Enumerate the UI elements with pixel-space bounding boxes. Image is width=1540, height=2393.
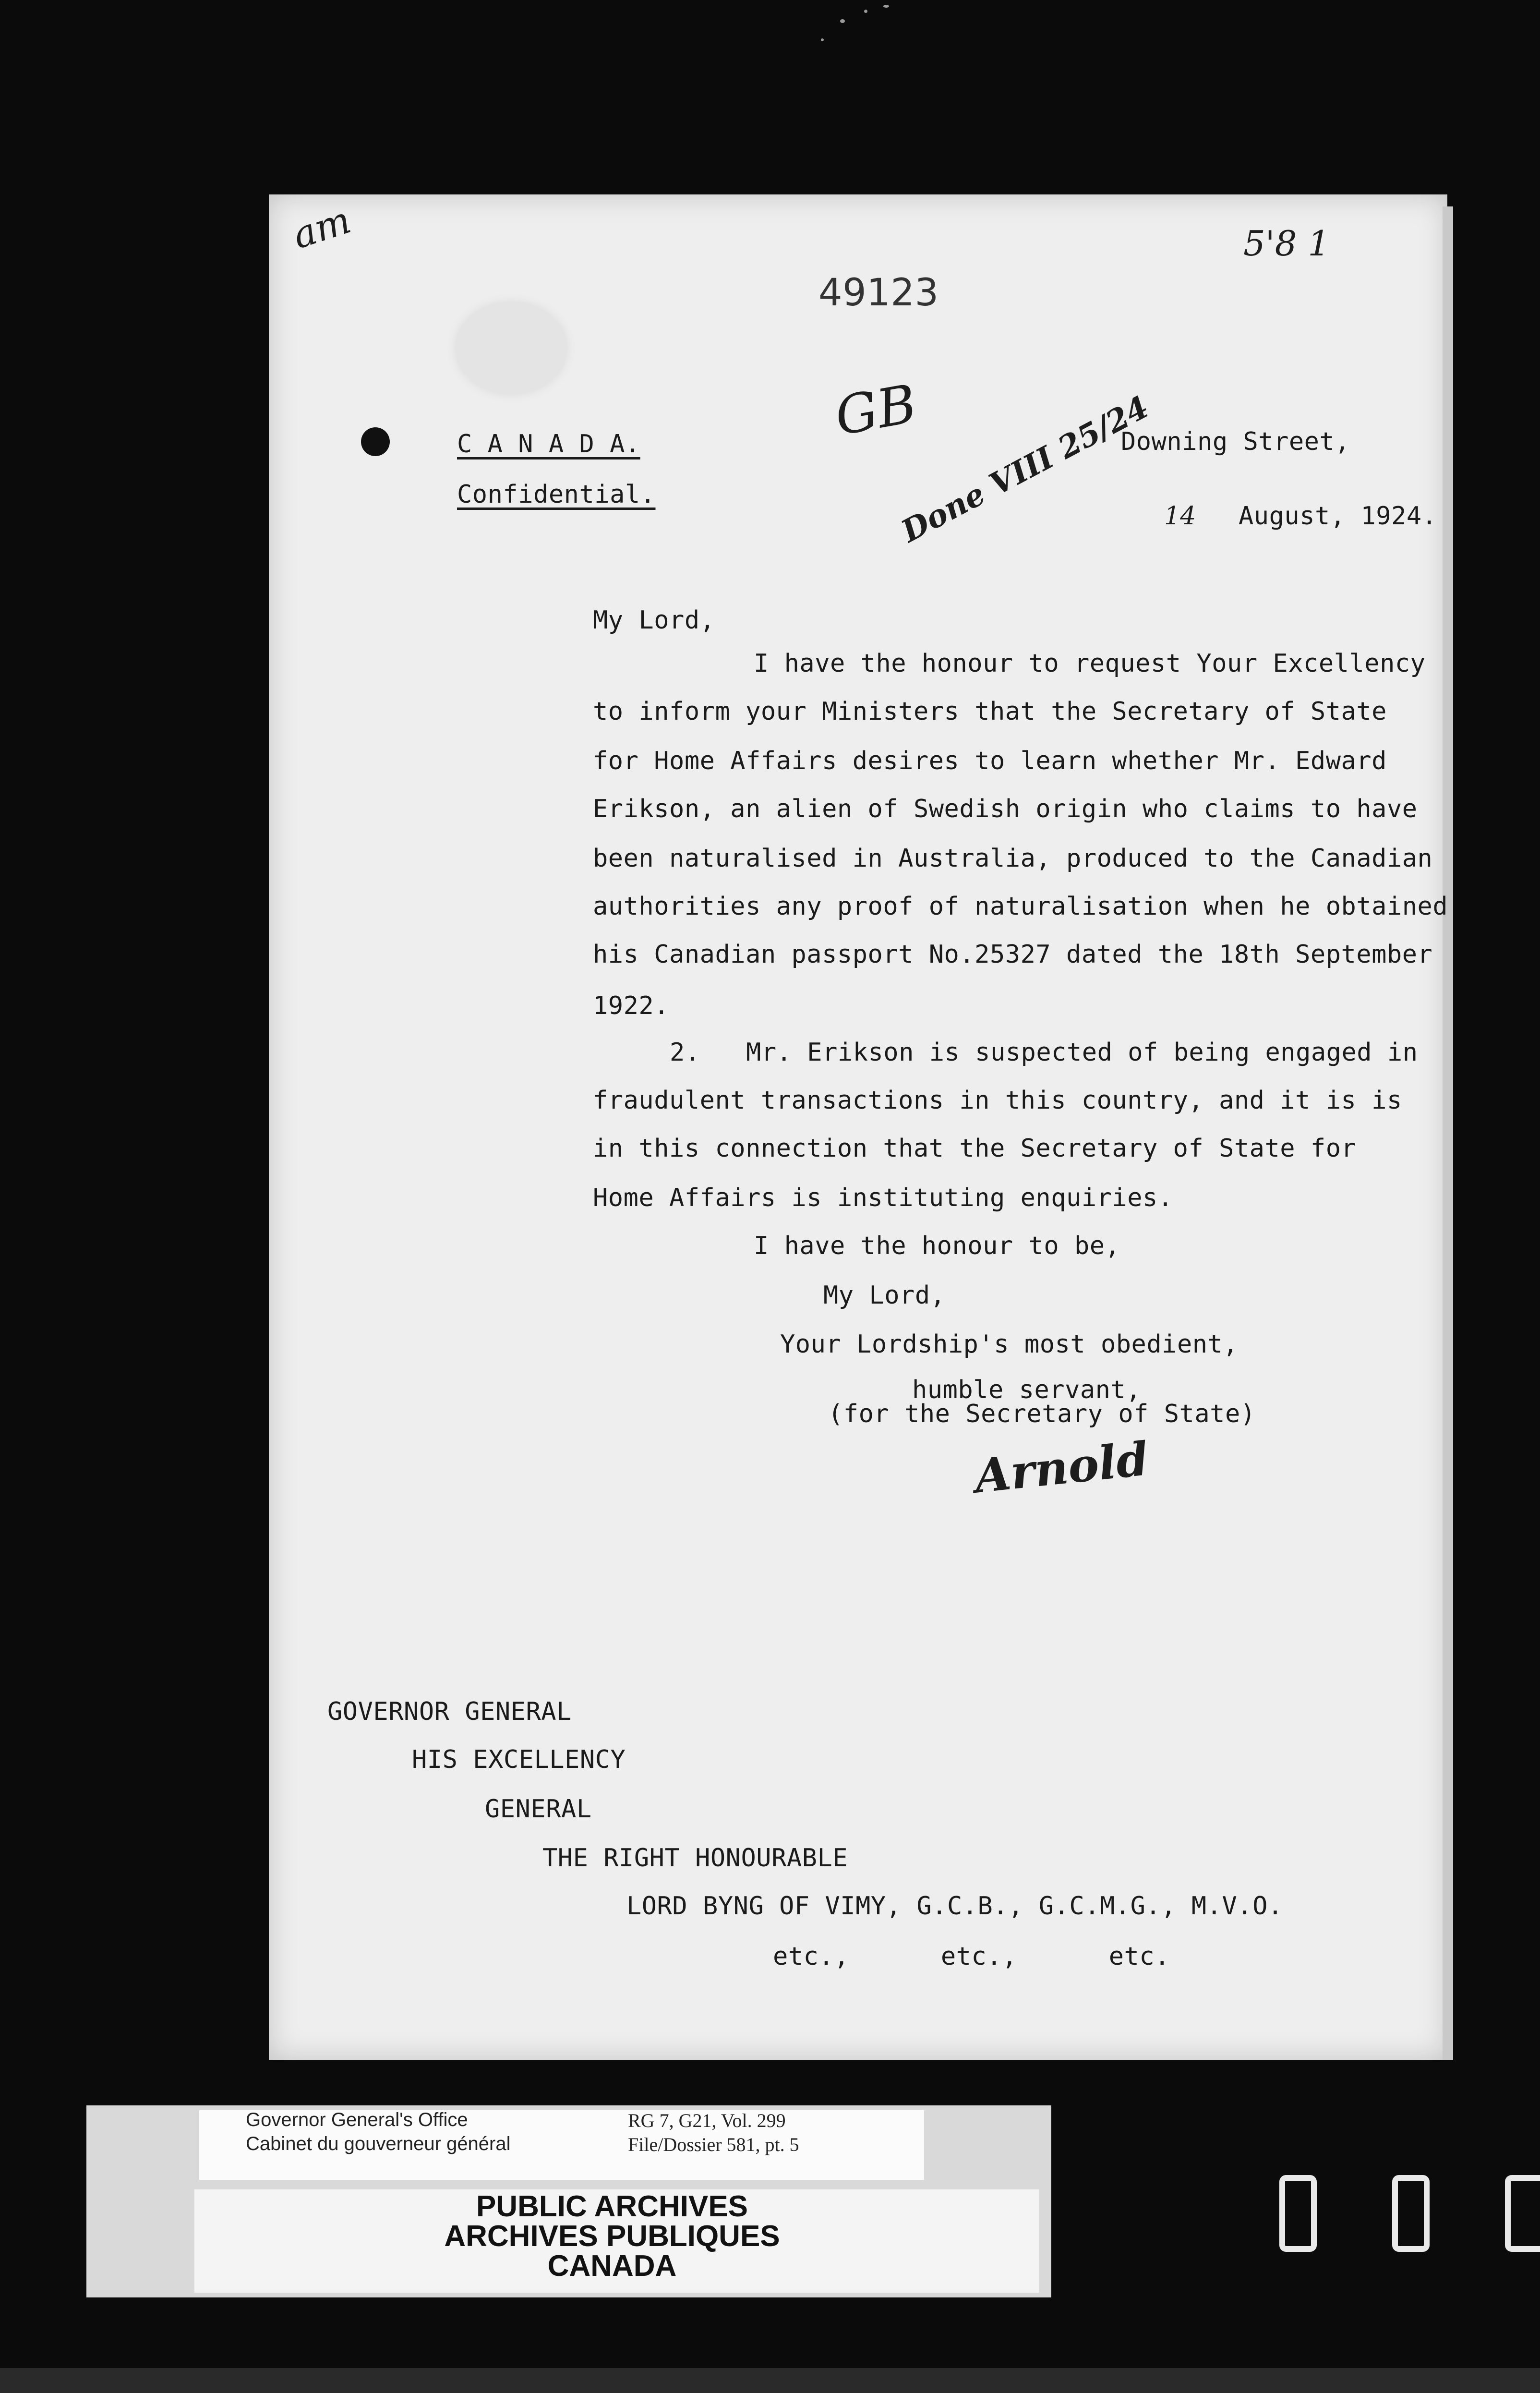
- header-day: 14: [1164, 502, 1196, 531]
- header-place: Downing Street,: [1121, 427, 1350, 456]
- signature: Arnold: [972, 1431, 1151, 1504]
- closing-line: humble servant,: [912, 1376, 1142, 1404]
- office-name-fr: Cabinet du gouverneur général: [246, 2133, 511, 2154]
- paragraph-line: in this connection that the Secretary of State for: [593, 1134, 1357, 1163]
- header-classification: Confidential.: [457, 480, 656, 509]
- stamp-number: 49123: [818, 271, 939, 314]
- frame-counter-digit: [1392, 2175, 1430, 2252]
- archives-line: ARCHIVES PUBLIQUES: [444, 2220, 780, 2253]
- closing-line: I have the honour to be,: [754, 1232, 1120, 1260]
- paragraph-line: Home Affairs is instituting enquiries.: [593, 1184, 1173, 1212]
- film-speck: [864, 10, 867, 13]
- paragraph-line: fraudulent transactions in this country, and it is is: [593, 1086, 1402, 1115]
- archives-line: PUBLIC ARCHIVES: [476, 2190, 748, 2223]
- film-edge: [0, 2368, 1540, 2393]
- handwritten-initials: GB: [830, 373, 921, 447]
- paragraph-line: 1922.: [593, 991, 670, 1020]
- archives-name: [336, 2192, 888, 2281]
- frame-counter-digit: [1279, 2175, 1317, 2252]
- addressee-line: etc., etc., etc.: [773, 1942, 1170, 1971]
- archive-file: File/Dossier 581, pt. 5: [628, 2134, 799, 2155]
- header-country: C A N A D A.: [457, 430, 640, 459]
- closing-line: My Lord,: [823, 1281, 946, 1310]
- corner-initial: am: [288, 198, 356, 258]
- addressee-line: THE RIGHT HONOURABLE: [542, 1844, 848, 1873]
- header-date: August, 1924.: [1239, 502, 1437, 531]
- addressee-line: GOVERNOR GENERAL: [327, 1697, 572, 1726]
- paragraph-line: 2. Mr. Erikson is suspected of being engaged in: [670, 1038, 1418, 1067]
- office-name-en: Governor General's Office: [246, 2109, 468, 2130]
- paragraph-line: been naturalised in Australia, produced to the Canadian: [593, 844, 1433, 873]
- closing-line: Your Lordship's most obedient,: [780, 1330, 1239, 1359]
- addressee-line: LORD BYNG OF VIMY, G.C.B., G.C.M.G., M.V.O.: [626, 1892, 1283, 1921]
- paragraph-line: Erikson, an alien of Swedish origin who claims to have: [593, 795, 1418, 823]
- closing-line: (for the Secretary of State): [828, 1400, 1256, 1428]
- page-edge: [1443, 206, 1453, 2060]
- file-mark: 5'8 1: [1243, 223, 1330, 264]
- punch-hole: [361, 427, 390, 456]
- frame-counter-digit: [1505, 2175, 1540, 2252]
- paragraph-line: authorities any proof of naturalisation when he obtained: [593, 892, 1448, 921]
- paragraph-line: I have the honour to request Your Excellency: [754, 649, 1426, 678]
- paragraph-line: his Canadian passport No.25327 dated the 18th September: [593, 940, 1433, 969]
- archives-line: CANADA: [547, 2249, 677, 2283]
- paragraph-line: to inform your Ministers that the Secretary of State: [593, 697, 1387, 726]
- film-speck: [821, 38, 824, 41]
- salutation: My Lord,: [593, 606, 715, 635]
- handwritten-date-note: Done VIII 25/24: [895, 389, 1155, 550]
- paragraph-line: for Home Affairs desires to learn whether Mr. Edward: [593, 747, 1387, 775]
- letter-page: [269, 194, 1447, 2060]
- film-speck: [840, 19, 845, 23]
- addressee-line: HIS EXCELLENCY: [412, 1745, 626, 1774]
- embossed-seal: [456, 302, 566, 394]
- archive-reference: RG 7, G21, Vol. 299: [628, 2110, 786, 2131]
- film-speck: [883, 5, 889, 8]
- addressee-line: GENERAL: [485, 1795, 592, 1824]
